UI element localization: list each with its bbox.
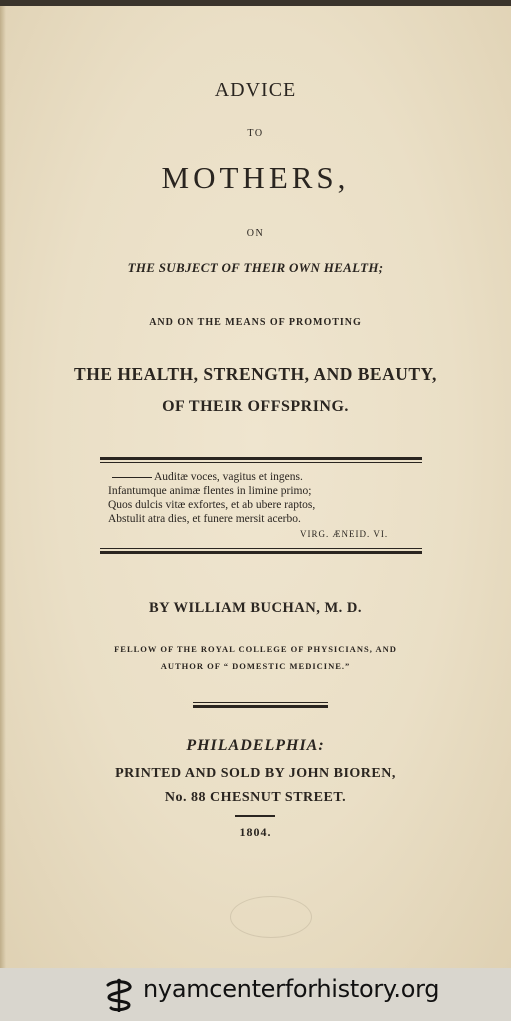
author-name: BY WILLIAM BUCHAN, M. D.: [149, 600, 362, 616]
epigraph-line-3: Quos dulcis vitæ exfortes, et ab ubere raptos,: [108, 499, 316, 511]
faded-library-stamp: [230, 896, 312, 938]
imprint-year: 1804.: [239, 825, 272, 839]
epigraph-line-1: Auditæ voces, vagitus et ingens.: [108, 470, 418, 484]
imprint-rule-thick: [193, 705, 328, 708]
title-on: ON: [246, 228, 265, 239]
title-advice: ADVICE: [214, 79, 297, 101]
epigraph-dash: [112, 477, 152, 478]
imprint-printer: PRINTED AND SOLD BY JOHN BIOREN,: [115, 766, 396, 781]
title-to: TO: [247, 128, 264, 139]
title-mothers: MOTHERS,: [161, 160, 350, 195]
author-of: AUTHOR OF “ DOMESTIC MEDICINE.”: [160, 661, 351, 671]
nyam-caduceus-icon[interactable]: [100, 978, 138, 1014]
epigraph-top-rule-thin: [100, 462, 422, 463]
epigraph-line-4: Abstulit atra dies, et funere mersit acerbo.: [108, 513, 301, 525]
title-offspring: OF THEIR OFFSPRING.: [162, 398, 349, 415]
epigraph-bottom-rule-thin: [100, 548, 422, 549]
footer-site-link[interactable]: nyamcenterforhistory.org: [143, 975, 440, 1003]
imprint-street: No. 88 CHESNUT STREET.: [164, 790, 347, 805]
epigraph-top-rule-thick: [100, 457, 422, 460]
year-rule: [235, 815, 275, 817]
title-means: AND ON THE MEANS OF PROMOTING: [149, 317, 362, 328]
title-health: THE HEALTH, STRENGTH, AND BEAUTY,: [74, 364, 437, 384]
epigraph-line-2: Infantumque animæ flentes in limine primo;: [108, 485, 312, 497]
epigraph: [108, 470, 418, 526]
epigraph-bottom-rule-thick: [100, 551, 422, 554]
imprint-city: PHILADELPHIA:: [186, 737, 325, 754]
imprint-rule-thin: [193, 702, 328, 703]
title-subject: THE SUBJECT OF THEIR OWN HEALTH;: [127, 260, 384, 275]
author-fellow: FELLOW OF THE ROYAL COLLEGE OF PHYSICIANS, AND: [114, 644, 397, 654]
epigraph-attribution: VIRG. ÆNEID. VI.: [300, 529, 389, 539]
